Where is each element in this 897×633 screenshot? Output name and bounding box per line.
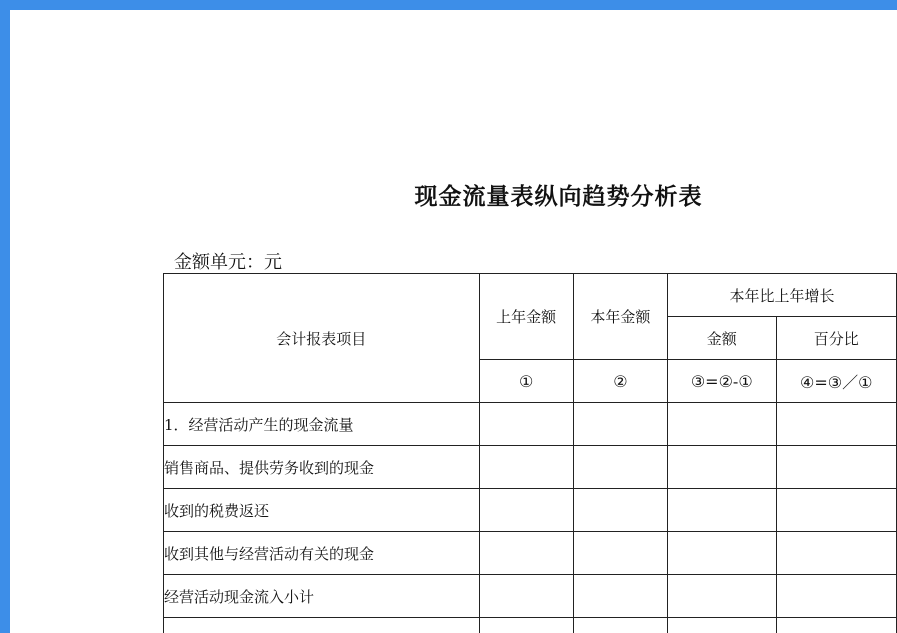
amount-unit-label: 金额单元：元 <box>174 252 282 273</box>
cell-growth-percent <box>776 446 896 489</box>
window-frame-left <box>0 0 10 633</box>
row-label: 销售商品、提供劳务收到的现金 <box>164 446 480 489</box>
document-page <box>10 10 897 633</box>
table-row <box>164 403 897 446</box>
cell-this-year <box>573 532 667 575</box>
row-label: 收到其他与经营活动有关的现金 <box>164 532 480 575</box>
cell-growth-percent <box>776 532 896 575</box>
header-row-1 <box>164 274 897 317</box>
header-growth-amount: 金额 <box>667 317 776 360</box>
cell-growth-percent <box>776 489 896 532</box>
cell-growth-amount <box>667 403 776 446</box>
table-row <box>164 575 897 618</box>
cell-this-year <box>573 575 667 618</box>
header-item: 会计报表项目 <box>164 274 480 403</box>
cell-last-year <box>479 403 573 446</box>
cell-growth-amount <box>667 532 776 575</box>
cell-this-year <box>573 403 667 446</box>
cell-growth-amount <box>667 618 776 633</box>
cash-flow-trend-table <box>163 273 897 633</box>
cell-this-year <box>573 618 667 633</box>
cell-growth-percent <box>776 618 896 633</box>
table-row <box>164 618 897 633</box>
cell-last-year <box>479 489 573 532</box>
cell-last-year <box>479 618 573 633</box>
table-row <box>164 446 897 489</box>
document-title: 现金流量表纵向趋势分析表 <box>414 183 703 210</box>
cell-this-year <box>573 446 667 489</box>
header-growth-percent: 百分比 <box>776 317 896 360</box>
cell-growth-amount <box>667 575 776 618</box>
cell-growth-amount <box>667 489 776 532</box>
table-row <box>164 489 897 532</box>
cell-last-year <box>479 446 573 489</box>
header-growth-group: 本年比上年增长 <box>667 274 896 317</box>
cell-this-year <box>573 489 667 532</box>
row-label: 1．经营活动产生的现金流量 <box>164 403 480 446</box>
row-label: 收到的税费返还 <box>164 489 480 532</box>
cell-last-year <box>479 575 573 618</box>
cell-growth-percent <box>776 575 896 618</box>
formula-col-2: ② <box>573 360 667 403</box>
formula-col-3: ③=②-① <box>667 360 776 403</box>
row-label <box>164 618 480 633</box>
formula-col-4: ④=③／① <box>776 360 896 403</box>
header-this-year: 本年金额 <box>573 274 667 360</box>
cell-growth-amount <box>667 446 776 489</box>
cell-last-year <box>479 532 573 575</box>
header-last-year: 上年金额 <box>479 274 573 360</box>
cell-growth-percent <box>776 403 896 446</box>
formula-col-1: ① <box>479 360 573 403</box>
table-row <box>164 532 897 575</box>
window-frame-top <box>0 0 897 10</box>
row-label: 经营活动现金流入小计 <box>164 575 480 618</box>
